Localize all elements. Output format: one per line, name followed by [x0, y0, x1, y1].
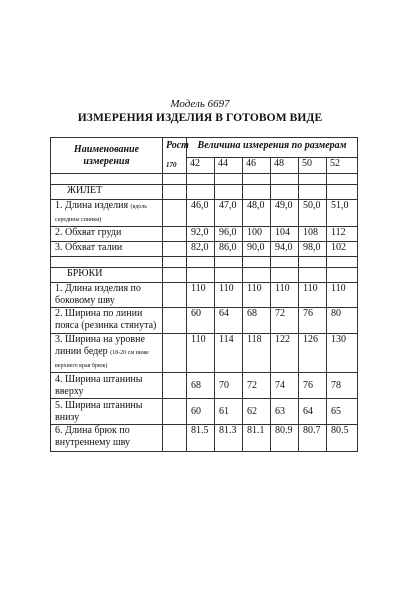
measurements-table	[50, 137, 358, 452]
table-row	[51, 200, 358, 227]
row-label: 1. Длина изделия по боковому шву	[51, 283, 163, 308]
section-trousers	[51, 268, 358, 283]
cell-value: 112	[327, 227, 358, 242]
section-title: БРЮКИ	[51, 268, 163, 283]
cell-value: 110	[215, 283, 243, 308]
cell-value: 74	[271, 373, 299, 399]
cell-value: 81.5	[187, 425, 215, 452]
cell-value: 92,0	[187, 227, 215, 242]
height-label: Рост	[166, 140, 189, 151]
cell-value: 80	[327, 308, 358, 334]
row-label: 3. Ширина на уровне линии бедер (18-20 см ниже верхнего края брюк)	[51, 334, 163, 373]
size-header: 50	[299, 158, 327, 174]
cell-value: 108	[299, 227, 327, 242]
cell-value: 46,0	[187, 200, 215, 227]
size-header: 44	[215, 158, 243, 174]
cell-value: 63	[271, 399, 299, 425]
size-header: 48	[271, 158, 299, 174]
cell-value: 96,0	[215, 227, 243, 242]
cell-value: 80.5	[327, 425, 358, 452]
row-label: 5. Ширина штанины внизу	[51, 399, 163, 425]
cell-value: 70	[215, 373, 243, 399]
cell-value: 86,0	[215, 242, 243, 257]
cell-value: 81.1	[243, 425, 271, 452]
table-row	[51, 308, 358, 334]
cell-value: 64	[215, 308, 243, 334]
table-row	[51, 242, 358, 257]
cell-value: 76	[299, 308, 327, 334]
cell-value: 68	[243, 308, 271, 334]
cell-value: 80.9	[271, 425, 299, 452]
header-row	[51, 138, 358, 158]
spacer-row	[51, 174, 358, 185]
row-label: 6. Длина брюк по внутреннему шву	[51, 425, 163, 452]
cell-value: 62	[243, 399, 271, 425]
column-header-height	[163, 138, 187, 174]
cell-value: 48,0	[243, 200, 271, 227]
cell-value: 110	[299, 283, 327, 308]
column-header-name: Наименование измерения	[51, 138, 163, 174]
cell-value: 100	[243, 227, 271, 242]
row-label: 1. Длина изделия (вдоль середины спинки)	[51, 200, 163, 227]
cell-value: 94,0	[271, 242, 299, 257]
row-note: (18-20 см ниже верхнего края брюк)	[55, 350, 149, 369]
table-row	[51, 399, 358, 425]
spacer-row	[51, 257, 358, 268]
size-header: 52	[327, 158, 358, 174]
cell-value: 68	[187, 373, 215, 399]
cell-value: 60	[187, 399, 215, 425]
row-label: 2. Ширина по линии пояса (резинка стянута)	[51, 308, 163, 334]
cell-value: 104	[271, 227, 299, 242]
cell-value: 98,0	[299, 242, 327, 257]
section-vest	[51, 185, 358, 200]
row-label: 2. Обхват груди	[51, 227, 163, 242]
cell-value: 110	[271, 283, 299, 308]
cell-value: 118	[243, 334, 271, 373]
cell-value: 61	[215, 399, 243, 425]
column-header-sizes: Величина измерения по размерам	[187, 138, 358, 158]
section-title: ЖИЛЕТ	[51, 185, 163, 200]
cell-value: 72	[243, 373, 271, 399]
cell-value: 47,0	[215, 200, 243, 227]
cell-value: 126	[299, 334, 327, 373]
cell-value: 65	[327, 399, 358, 425]
cell-value: 64	[299, 399, 327, 425]
cell-value: 78	[327, 373, 358, 399]
cell-value: 51,0	[327, 200, 358, 227]
cell-value: 90,0	[243, 242, 271, 257]
cell-value: 110	[327, 283, 358, 308]
height-value: 170	[166, 161, 177, 169]
cell-value: 122	[271, 334, 299, 373]
cell-value: 72	[271, 308, 299, 334]
cell-value: 130	[327, 334, 358, 373]
table-row	[51, 373, 358, 399]
cell-value: 110	[187, 334, 215, 373]
cell-value: 114	[215, 334, 243, 373]
page-title: ИЗМЕРЕНИЯ ИЗДЕЛИЯ В ГОТОВОМ ВИДЕ	[77, 112, 323, 124]
cell-value: 110	[187, 283, 215, 308]
model-number: Модель 6697	[170, 98, 230, 110]
table-row	[51, 334, 358, 373]
cell-value: 76	[299, 373, 327, 399]
row-note: (вдоль середины спинки)	[55, 204, 147, 223]
table-row	[51, 227, 358, 242]
cell-value: 102	[327, 242, 358, 257]
cell-value: 49,0	[271, 200, 299, 227]
cell-value: 50,0	[299, 200, 327, 227]
table-row	[51, 283, 358, 308]
row-label: 3. Обхват талии	[51, 242, 163, 257]
cell-value: 81.3	[215, 425, 243, 452]
cell-value: 80.7	[299, 425, 327, 452]
size-header: 46	[243, 158, 271, 174]
size-header: 42	[187, 158, 215, 174]
table-row	[51, 425, 358, 452]
cell-value: 60	[187, 308, 215, 334]
cell-value: 110	[243, 283, 271, 308]
row-label: 4. Ширина штанины вверху	[51, 373, 163, 399]
cell-value: 82,0	[187, 242, 215, 257]
